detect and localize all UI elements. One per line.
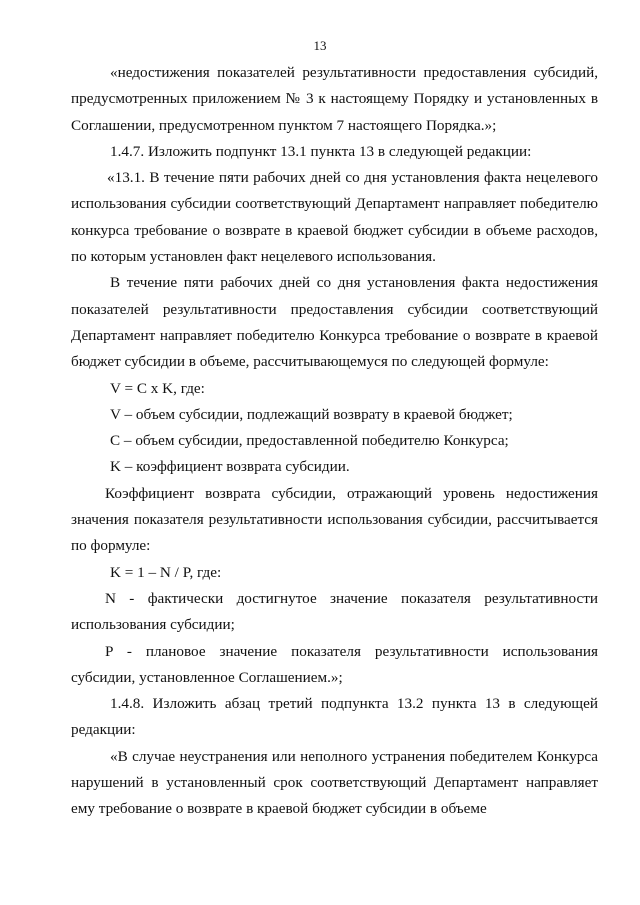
formula-volume: V = C x K, где: [110, 379, 205, 397]
page-number: 13 [313, 38, 327, 53]
paragraph-subitem-13-2-third: «В случае неустранения или неполного устранения победителем Конкурса нарушений в установленный срок соответствующий Департамент направляет ему требование о возврате в краевой бюджет субсидии в объеме [71, 747, 598, 818]
definition-k: K – коэффициент возврата субсидии. [110, 458, 350, 476]
definition-c: С – объем субсидии, предоставленной победителю Конкурса; [110, 432, 509, 450]
definition-v: V – объем субсидии, подлежащий возврату в краевой бюджет; [110, 405, 513, 423]
paragraph-item-1-4-7: 1.4.7. Изложить подпункт 13.1 пункта 13 в следующей редакции: [110, 142, 532, 160]
formula-coefficient: K = 1 – N / P, где: [110, 563, 222, 581]
definition-n: N - фактически достигнутое значение показателя результативности использования субсидии; [71, 589, 598, 634]
definition-p: P - плановое значение показателя результативности использования субсидии, установленное Соглашением.»; [71, 642, 598, 686]
paragraph-item-1-4-8: 1.4.8. Изложить абзац третий подпункта 13.2 пункта 13 в следующей редакции: [71, 695, 598, 739]
paragraph-indicator-shortfall: В течение пяти рабочих дней со дня установления факта недостижения показателей результативности предоставления субсидии соответствующий Департамент направляет победителю Конкурса требование о возврате в краевой бюджет субсидии в объеме, рассчитывающемуся по следующей формуле: [71, 274, 598, 371]
paragraph-subitem-13-1: «13.1. В течение пяти рабочих дней со дня установления факта нецелевого использования субсидии соответствующий Департамент направляет победителю конкурса требование о возврате в краевой бюджет субсидии в объеме расходов, по которым установлен факт нецелевого использования. [71, 169, 598, 266]
document-body [71, 60, 598, 823]
paragraph-return-coefficient: Коэффициент возврата субсидии, отражающий уровень недостижения значения показателя результативности использования субсидии, рассчитывается по формуле: [71, 484, 598, 555]
paragraph-amendment-quote-end: «недостижения показателей результативности предоставления субсидий, предусмотренных приложением № 3 к настоящему Порядку и установленных в Соглашении, предусмотренном пунктом 7 настоящего Порядка.»; [71, 64, 598, 134]
